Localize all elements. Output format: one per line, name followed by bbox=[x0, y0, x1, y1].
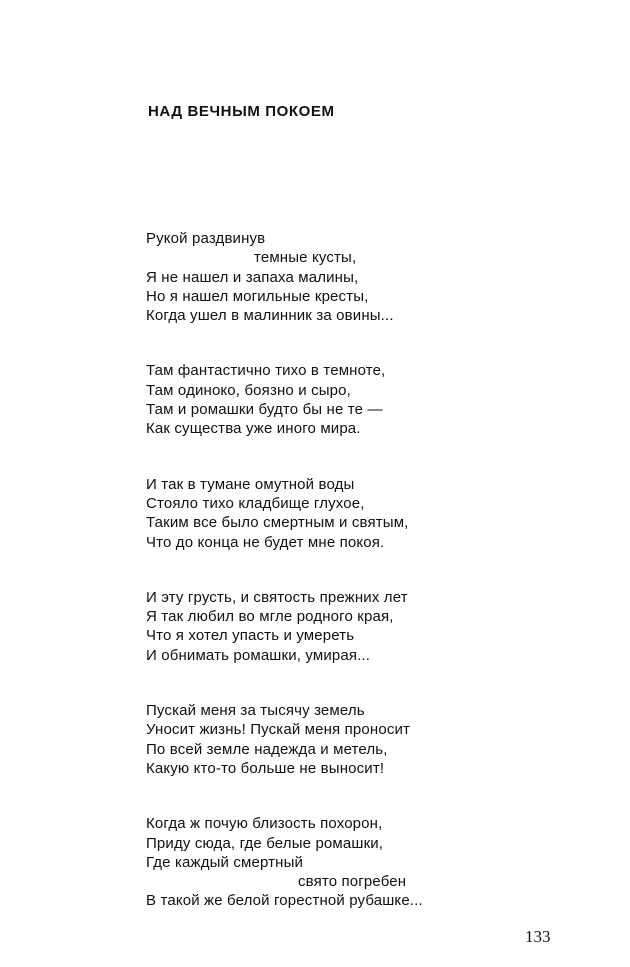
poem-title: НАД ВЕЧНЫМ ПОКОЕМ bbox=[148, 103, 335, 120]
poem-line: В такой же белой горестной рубашке... bbox=[146, 892, 423, 910]
poem-line: Там и ромашки будто бы не те — bbox=[146, 401, 383, 419]
poem-line: И обнимать ромашки, умирая... bbox=[146, 646, 371, 664]
poem-line: Рукой раздвинув bbox=[146, 230, 266, 247]
poem-line: Приду сюда, где белые ромашки, bbox=[146, 834, 384, 852]
poem-line: И так в тумане омутной воды bbox=[146, 475, 355, 493]
poem-line: свято погребен bbox=[298, 873, 407, 891]
poem-line: По всей земле надежда и метель, bbox=[146, 740, 388, 758]
poem-line: Когда ж почую близость похорон, bbox=[146, 815, 383, 833]
poem-line: Что до конца не будет мне покоя. bbox=[146, 533, 385, 551]
poem-line: Таким все было смертным и святым, bbox=[146, 514, 409, 532]
poem-body bbox=[146, 229, 566, 947]
poem-line: Там фантастично тихо в темноте, bbox=[146, 362, 386, 380]
stanza-2 bbox=[146, 361, 566, 438]
poem-line: темные кусты, bbox=[254, 249, 357, 267]
stanza-4 bbox=[146, 588, 566, 665]
poem-line: Я так любил во мгле родного края, bbox=[146, 608, 394, 626]
stanza-1 bbox=[146, 229, 566, 325]
poem-line: И эту грусть, и святость прежних лет bbox=[146, 588, 408, 606]
poem-line: Там одиноко, боязно и сыро, bbox=[146, 381, 351, 399]
poem-line: Где каждый смертный bbox=[146, 853, 304, 871]
poem-line: Пускай меня за тысячу земель bbox=[146, 702, 365, 720]
poem-line: Стояло тихо кладбище глухое, bbox=[146, 494, 365, 512]
poem-line: Что я хотел упасть и умереть bbox=[146, 627, 355, 645]
stanza-3 bbox=[146, 475, 566, 552]
stanza-6 bbox=[146, 814, 566, 910]
poem-line: Уносит жизнь! Пускай меня проносит bbox=[146, 721, 411, 739]
poem-line: Я не нашел и запаха малины, bbox=[146, 268, 359, 286]
stanza-5 bbox=[146, 701, 566, 778]
poem-line: Но я нашел могильные кресты, bbox=[146, 287, 369, 305]
poem-line: Когда ушел в малинник за овины... bbox=[146, 307, 394, 325]
poem-line: Какую кто-то больше не выносит! bbox=[146, 759, 385, 777]
poem-line: Как существа уже иного мира. bbox=[146, 420, 361, 438]
page-number: 133 bbox=[525, 927, 551, 946]
